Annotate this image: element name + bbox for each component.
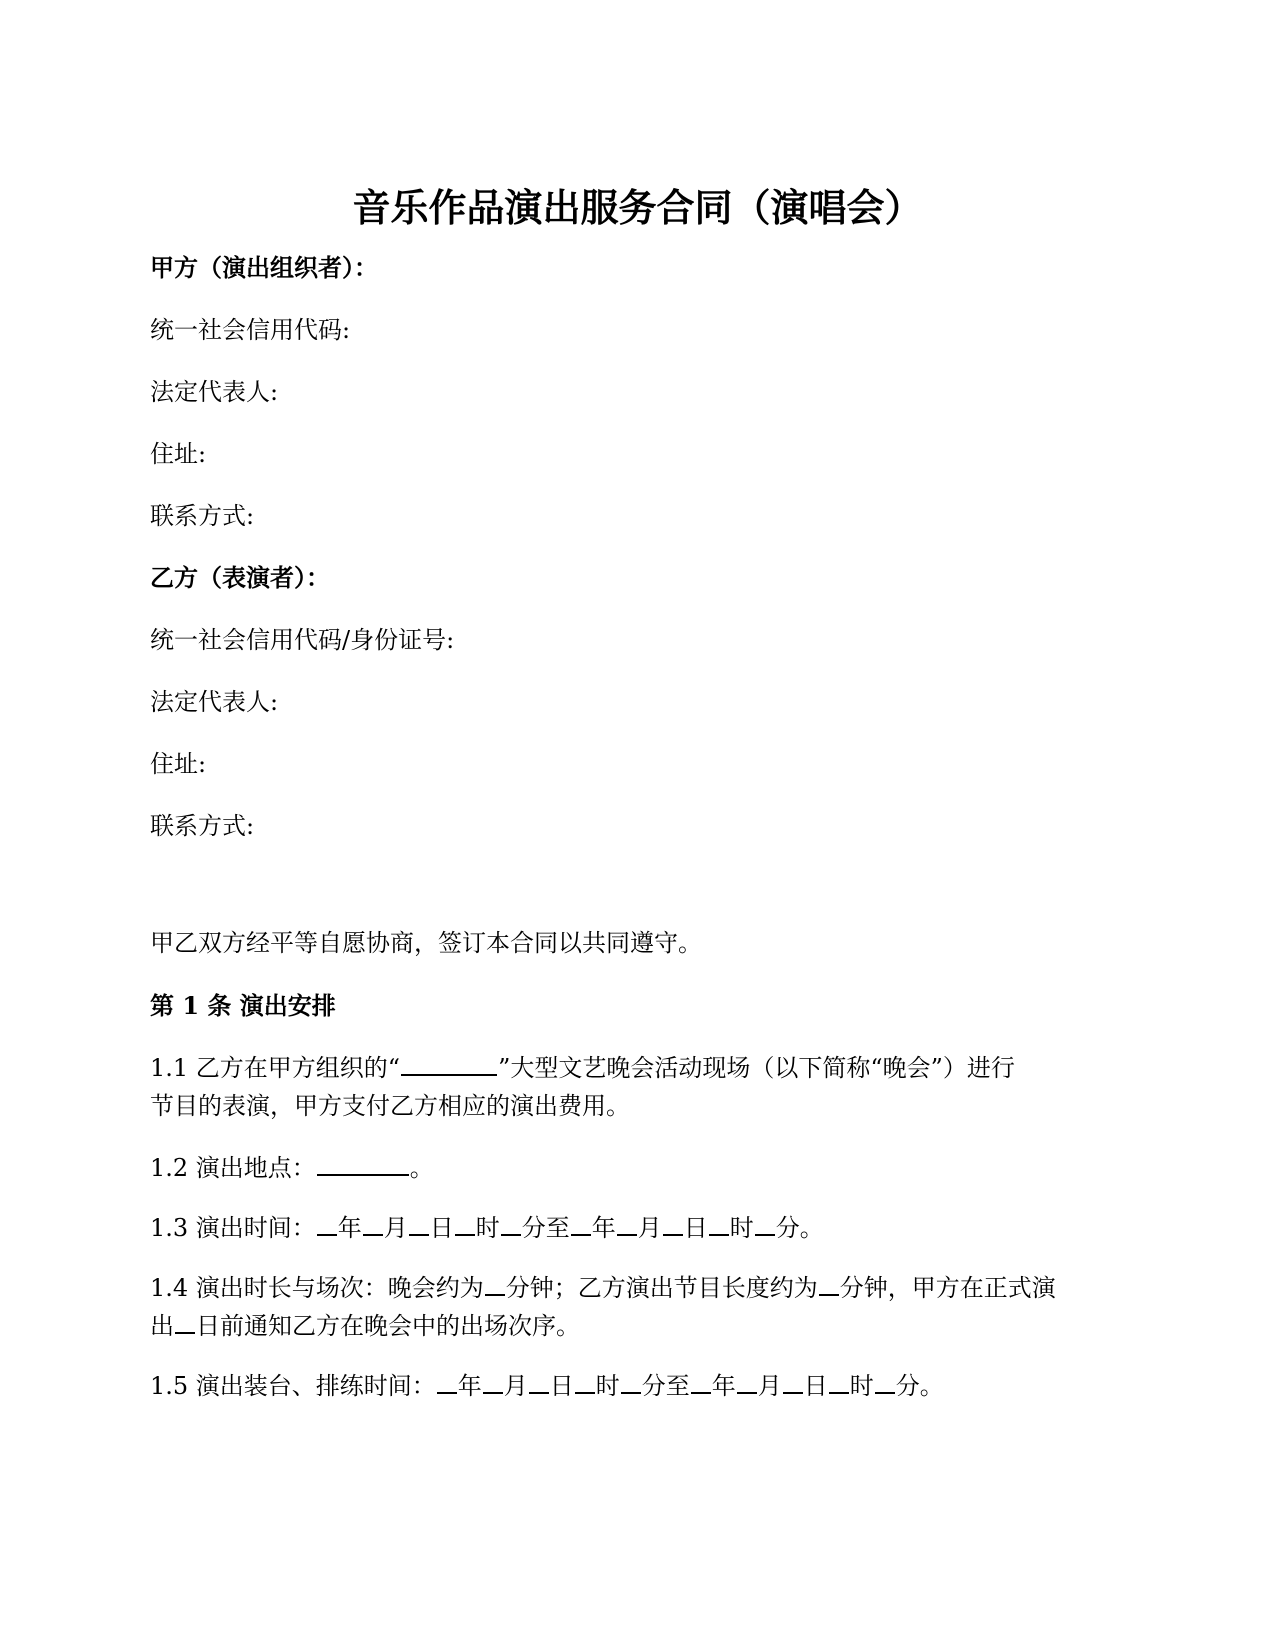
party-b-credit-code-label: 统一社会信用代码/身份证号: [150,626,455,654]
setup-end-day-blank[interactable] [783,1370,803,1394]
clause-1-5 [150,1368,944,1404]
end-year-blank[interactable] [571,1212,591,1236]
setup-start-hour-blank[interactable] [575,1370,595,1394]
article-1-heading: 第 1 条 演出安排 [150,991,336,1020]
party-a-heading: 甲方（演出组织者）： [150,253,378,282]
clause-1-4-text-c: 分钟，甲方在正式演 [839,1274,1056,1302]
clause-1-4-text-b: 分钟；乙方演出节目长度约为 [505,1274,818,1302]
end-hour-blank[interactable] [709,1212,729,1236]
event-name-blank[interactable] [401,1052,497,1076]
start-month-blank[interactable] [363,1212,383,1236]
minute-label: 分 [641,1372,666,1400]
minute-label: 分 [895,1372,920,1400]
day-label: 日 [549,1372,574,1400]
to-label: 至 [665,1372,690,1400]
month-label: 月 [637,1214,662,1242]
minute-label: 分 [521,1214,546,1242]
end-month-blank[interactable] [617,1212,637,1236]
day-label: 日 [803,1372,828,1400]
clause-1-4-line-2 [150,1308,580,1344]
party-a-legal-rep-label: 法定代表人: [150,378,279,406]
clause-1-1-line-1 [150,1050,1015,1086]
year-label: 年 [457,1372,482,1400]
hour-label: 时 [849,1372,874,1400]
hour-label: 时 [475,1214,500,1242]
clause-1-5-end: 。 [919,1372,944,1400]
contract-title: 音乐作品演出服务合同（演唱会） [352,185,923,230]
setup-start-year-blank[interactable] [437,1370,457,1394]
year-label: 年 [337,1214,362,1242]
party-a-contact-label: 联系方式: [150,502,255,530]
clause-1-4-text-d: 出 [150,1312,174,1340]
end-day-blank[interactable] [663,1212,683,1236]
party-b-heading: 乙方（表演者）： [150,563,330,592]
gala-duration-blank[interactable] [485,1272,505,1296]
venue-blank[interactable] [317,1152,409,1176]
start-day-blank[interactable] [409,1212,429,1236]
setup-end-hour-blank[interactable] [829,1370,849,1394]
party-a-address-label: 住址: [150,440,207,468]
clause-1-2-end: 。 [409,1154,434,1182]
clause-1-4-line-1 [150,1270,1056,1306]
clause-1-2 [150,1150,434,1186]
intro-paragraph: 甲乙双方经平等自愿协商，签订本合同以共同遵守。 [150,929,702,957]
day-label: 日 [429,1214,454,1242]
month-label: 月 [383,1214,408,1242]
clause-1-3 [150,1210,824,1246]
performance-duration-blank[interactable] [819,1272,839,1296]
setup-end-month-blank[interactable] [737,1370,757,1394]
hour-label: 时 [729,1214,754,1242]
setup-start-month-blank[interactable] [483,1370,503,1394]
year-label: 年 [711,1372,736,1400]
clause-1-1-text-a: 1.1 乙方在甲方组织的“ [150,1054,401,1082]
clause-1-2-text: 1.2 演出地点： [150,1154,316,1182]
clause-1-3-text: 1.3 演出时间： [150,1214,316,1242]
start-hour-blank[interactable] [455,1212,475,1236]
notice-days-blank[interactable] [175,1310,195,1334]
setup-end-year-blank[interactable] [691,1370,711,1394]
clause-1-4-text-e: 日前通知乙方在晚会中的出场次序。 [196,1312,580,1340]
month-label: 月 [503,1372,528,1400]
party-b-address-label: 住址: [150,750,207,778]
minute-label: 分 [775,1214,800,1242]
clause-1-4-text-a: 1.4 演出时长与场次：晚会约为 [150,1274,484,1302]
party-a-credit-code-label: 统一社会信用代码: [150,316,351,344]
party-b-legal-rep-label: 法定代表人: [150,688,279,716]
clause-1-5-text: 1.5 演出装台、排练时间： [150,1372,436,1400]
end-minute-blank[interactable] [755,1212,775,1236]
setup-start-day-blank[interactable] [529,1370,549,1394]
to-label: 至 [545,1214,570,1242]
clause-1-3-end: 。 [799,1214,824,1242]
day-label: 日 [683,1214,708,1242]
setup-end-minute-blank[interactable] [875,1370,895,1394]
year-label: 年 [591,1214,616,1242]
clause-1-1-text-b: ”大型文艺晚会活动现场（以下简称“晚会”）进行 [498,1054,1015,1082]
setup-start-minute-blank[interactable] [621,1370,641,1394]
hour-label: 时 [595,1372,620,1400]
start-year-blank[interactable] [317,1212,337,1236]
month-label: 月 [757,1372,782,1400]
clause-1-1-line-2: 节目的表演，甲方支付乙方相应的演出费用。 [150,1092,630,1120]
start-minute-blank[interactable] [501,1212,521,1236]
party-b-contact-label: 联系方式: [150,812,255,840]
